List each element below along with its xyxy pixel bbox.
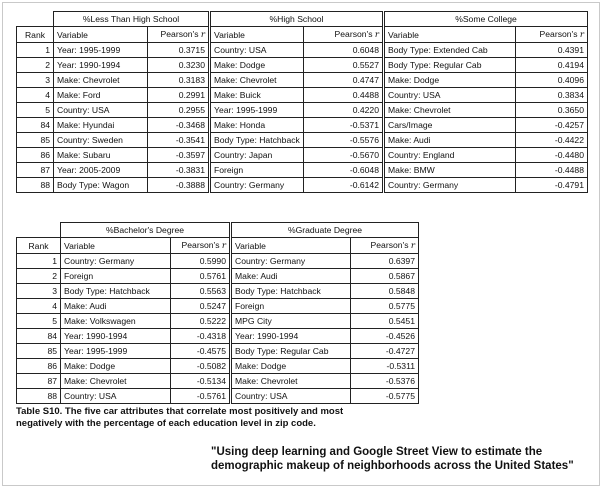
pearson-value-cell: 0.5761: [171, 269, 231, 284]
variable-cell: Year: 1990-1994: [54, 58, 148, 73]
pearson-label: Pearson's: [160, 29, 199, 39]
pearson-value-cell: 0.5867: [351, 269, 419, 284]
pearson-value-cell: 0.4194: [516, 58, 588, 73]
variable-cell: Country: USA: [210, 43, 304, 58]
variable-cell: Country: USA: [384, 88, 516, 103]
pearson-header: [171, 238, 231, 254]
group-header-row: [17, 223, 419, 238]
pearson-value-cell: -0.4575: [171, 344, 231, 359]
pearson-header: [351, 238, 419, 254]
pearson-r-symbol: r: [374, 30, 379, 40]
pearson-r-symbol: r: [579, 30, 584, 40]
variable-cell: Make: Subaru: [54, 148, 148, 163]
rank-cell: 85: [17, 344, 61, 359]
pearson-value-cell: -0.3468: [148, 118, 210, 133]
pearson-value-cell: -0.4422: [516, 133, 588, 148]
pearson-value-cell: -0.5371: [304, 118, 384, 133]
variable-cell: Make: Chevrolet: [231, 374, 351, 389]
pearson-value-cell: 0.5451: [351, 314, 419, 329]
table-2-body: [17, 223, 419, 404]
pearson-value-cell: 0.6048: [304, 43, 384, 58]
rank-header: Rank: [17, 27, 54, 43]
variable-cell: Year: 1995-1999: [210, 103, 304, 118]
group-title: %Some College: [384, 12, 588, 27]
pearson-value-cell: 0.5563: [171, 284, 231, 299]
rank-cell: 2: [17, 58, 54, 73]
table-row: [17, 103, 588, 118]
variable-cell: Cars/Image: [384, 118, 516, 133]
variable-header: Variable: [210, 27, 304, 43]
pearson-value-cell: 0.2991: [148, 88, 210, 103]
variable-cell: Make: Audi: [61, 299, 171, 314]
pearson-value-cell: 0.3715: [148, 43, 210, 58]
variable-cell: Body Type: Hatchback: [61, 284, 171, 299]
pearson-value-cell: -0.5670: [304, 148, 384, 163]
pearson-value-cell: 0.4220: [304, 103, 384, 118]
variable-cell: Body Type: Hatchback: [231, 284, 351, 299]
variable-cell: Make: Audi: [384, 133, 516, 148]
pearson-value-cell: 0.4391: [516, 43, 588, 58]
pearson-value-cell: -0.4488: [516, 163, 588, 178]
pearson-header: [304, 27, 384, 43]
pearson-value-cell: 0.5990: [171, 254, 231, 269]
rank-cell: 2: [17, 269, 61, 284]
pearson-value-cell: -0.5576: [304, 133, 384, 148]
group-title: %Bachelor's Degree: [61, 223, 231, 238]
pearson-value-cell: 0.4747: [304, 73, 384, 88]
variable-cell: Make: BMW: [384, 163, 516, 178]
table-row: [17, 329, 419, 344]
pearson-label: Pearson's: [334, 29, 373, 39]
rank-cell: 88: [17, 389, 61, 404]
table-row: [17, 359, 419, 374]
pearson-value-cell: -0.3541: [148, 133, 210, 148]
variable-cell: Make: Chevrolet: [384, 103, 516, 118]
pearson-value-cell: 0.5848: [351, 284, 419, 299]
pearson-value-cell: 0.3230: [148, 58, 210, 73]
table-row: [17, 73, 588, 88]
pearson-value-cell: -0.6142: [304, 178, 384, 193]
pearson-value-cell: -0.4526: [351, 329, 419, 344]
table-row: [17, 389, 419, 404]
rank-cell: 84: [17, 329, 61, 344]
variable-cell: Make: Chevrolet: [210, 73, 304, 88]
variable-cell: MPG City: [231, 314, 351, 329]
variable-cell: Country: USA: [231, 389, 351, 404]
rank-cell: 1: [17, 43, 54, 58]
rank-cell: 5: [17, 314, 61, 329]
pearson-value-cell: -0.5376: [351, 374, 419, 389]
variable-cell: Foreign: [61, 269, 171, 284]
pearson-value-cell: -0.4257: [516, 118, 588, 133]
variable-cell: Year: 2005-2009: [54, 163, 148, 178]
pearson-header: [148, 27, 210, 43]
group-title: %Less Than High School: [54, 12, 210, 27]
variable-cell: Country: Japan: [210, 148, 304, 163]
rank-cell: 1: [17, 254, 61, 269]
variable-cell: Year: 1990-1994: [231, 329, 351, 344]
variable-header: Variable: [61, 238, 171, 254]
rank-cell: 87: [17, 374, 61, 389]
pearson-value-cell: 0.2955: [148, 103, 210, 118]
table-row: [17, 178, 588, 193]
variable-cell: Make: Honda: [210, 118, 304, 133]
pearson-value-cell: -0.5134: [171, 374, 231, 389]
variable-cell: Year: 1995-1999: [61, 344, 171, 359]
table-row: [17, 133, 588, 148]
pearson-value-cell: -0.5311: [351, 359, 419, 374]
variable-cell: Body Type: Regular Cab: [384, 58, 516, 73]
table-row: [17, 284, 419, 299]
table-row: [17, 254, 419, 269]
table-row: [17, 269, 419, 284]
pearson-label: Pearson's: [370, 240, 409, 250]
variable-cell: Make: Volkswagen: [61, 314, 171, 329]
pearson-value-cell: -0.3888: [148, 178, 210, 193]
group-header-row: [17, 12, 588, 27]
variable-cell: Country: USA: [54, 103, 148, 118]
paper-reference: "Using deep learning and Google Street View to estimate the demographic makeup of neighborhoods across the United States": [211, 446, 574, 472]
rank-header: Rank: [17, 238, 61, 254]
variable-cell: Body Type: Extended Cab: [384, 43, 516, 58]
pearson-value-cell: 0.4096: [516, 73, 588, 88]
variable-cell: Make: Buick: [210, 88, 304, 103]
pearson-r-symbol: r: [410, 241, 415, 251]
variable-cell: Foreign: [231, 299, 351, 314]
variable-cell: Country: Germany: [384, 178, 516, 193]
rank-cell: 87: [17, 163, 54, 178]
pearson-value-cell: -0.4318: [171, 329, 231, 344]
pearson-value-cell: 0.3834: [516, 88, 588, 103]
variable-cell: Make: Dodge: [61, 359, 171, 374]
variable-header: Variable: [231, 238, 351, 254]
group-title: %Graduate Degree: [231, 223, 419, 238]
pearson-value-cell: -0.3831: [148, 163, 210, 178]
column-header-row: [17, 238, 419, 254]
rank-cell: 4: [17, 88, 54, 103]
pearson-value-cell: -0.4480: [516, 148, 588, 163]
variable-cell: Country: England: [384, 148, 516, 163]
table-row: [17, 118, 588, 133]
table-1-body: [17, 12, 588, 193]
pearson-value-cell: -0.3597: [148, 148, 210, 163]
table-row: [17, 344, 419, 359]
table-row: [17, 43, 588, 58]
pearson-value-cell: 0.5775: [351, 299, 419, 314]
pearson-value-cell: 0.5222: [171, 314, 231, 329]
variable-header: Variable: [54, 27, 148, 43]
table-row: [17, 374, 419, 389]
pearson-value-cell: -0.6048: [304, 163, 384, 178]
pearson-value-cell: -0.5761: [171, 389, 231, 404]
rank-cell: 85: [17, 133, 54, 148]
variable-header: Variable: [384, 27, 516, 43]
rank-cell: 3: [17, 73, 54, 88]
pearson-r-symbol: r: [200, 30, 205, 40]
rank-cell: 86: [17, 359, 61, 374]
variable-cell: Make: Hyundai: [54, 118, 148, 133]
variable-cell: Make: Chevrolet: [54, 73, 148, 88]
variable-cell: Country: Germany: [210, 178, 304, 193]
variable-cell: Foreign: [210, 163, 304, 178]
pearson-value-cell: 0.4488: [304, 88, 384, 103]
pearson-value-cell: -0.4727: [351, 344, 419, 359]
table-caption: Table S10. The five car attributes that correlate most positively and most negatively with the percentage of each education level in zip code.: [16, 406, 344, 429]
pearson-value-cell: 0.6397: [351, 254, 419, 269]
pearson-header: [516, 27, 588, 43]
variable-cell: Country: USA: [61, 389, 171, 404]
correlation-table-1: [16, 11, 588, 193]
pearson-value-cell: 0.3183: [148, 73, 210, 88]
correlation-table-2: [16, 222, 419, 404]
variable-cell: Make: Dodge: [231, 359, 351, 374]
pearson-r-symbol: r: [221, 241, 226, 251]
table-row: [17, 314, 419, 329]
pearson-label: Pearson's: [539, 29, 578, 39]
group-title: %High School: [210, 12, 384, 27]
rank-cell: 4: [17, 299, 61, 314]
variable-cell: Country: Sweden: [54, 133, 148, 148]
variable-cell: Country: Germany: [61, 254, 171, 269]
pearson-value-cell: 0.5527: [304, 58, 384, 73]
rank-cell: 84: [17, 118, 54, 133]
variable-cell: Country: Germany: [231, 254, 351, 269]
rank-cell: 88: [17, 178, 54, 193]
pearson-value-cell: 0.3650: [516, 103, 588, 118]
variable-cell: Make: Chevrolet: [61, 374, 171, 389]
table-row: [17, 58, 588, 73]
variable-cell: Make: Dodge: [384, 73, 516, 88]
table-row: [17, 148, 588, 163]
pearson-value-cell: -0.4791: [516, 178, 588, 193]
pearson-value-cell: -0.5775: [351, 389, 419, 404]
table-row: [17, 299, 419, 314]
column-header-row: [17, 27, 588, 43]
rank-cell: 3: [17, 284, 61, 299]
pearson-label: Pearson's: [181, 240, 220, 250]
variable-cell: Make: Audi: [231, 269, 351, 284]
variable-cell: Body Type: Wagon: [54, 178, 148, 193]
table-row: [17, 88, 588, 103]
variable-cell: Body Type: Hatchback: [210, 133, 304, 148]
variable-cell: Year: 1995-1999: [54, 43, 148, 58]
pearson-value-cell: 0.5247: [171, 299, 231, 314]
variable-cell: Year: 1990-1994: [61, 329, 171, 344]
rank-header-blank: [17, 223, 61, 238]
variable-cell: Make: Dodge: [210, 58, 304, 73]
pearson-value-cell: -0.5082: [171, 359, 231, 374]
rank-cell: 86: [17, 148, 54, 163]
table-row: [17, 163, 588, 178]
rank-cell: 5: [17, 103, 54, 118]
variable-cell: Body Type: Regular Cab: [231, 344, 351, 359]
variable-cell: Make: Ford: [54, 88, 148, 103]
rank-header-blank: [17, 12, 54, 27]
